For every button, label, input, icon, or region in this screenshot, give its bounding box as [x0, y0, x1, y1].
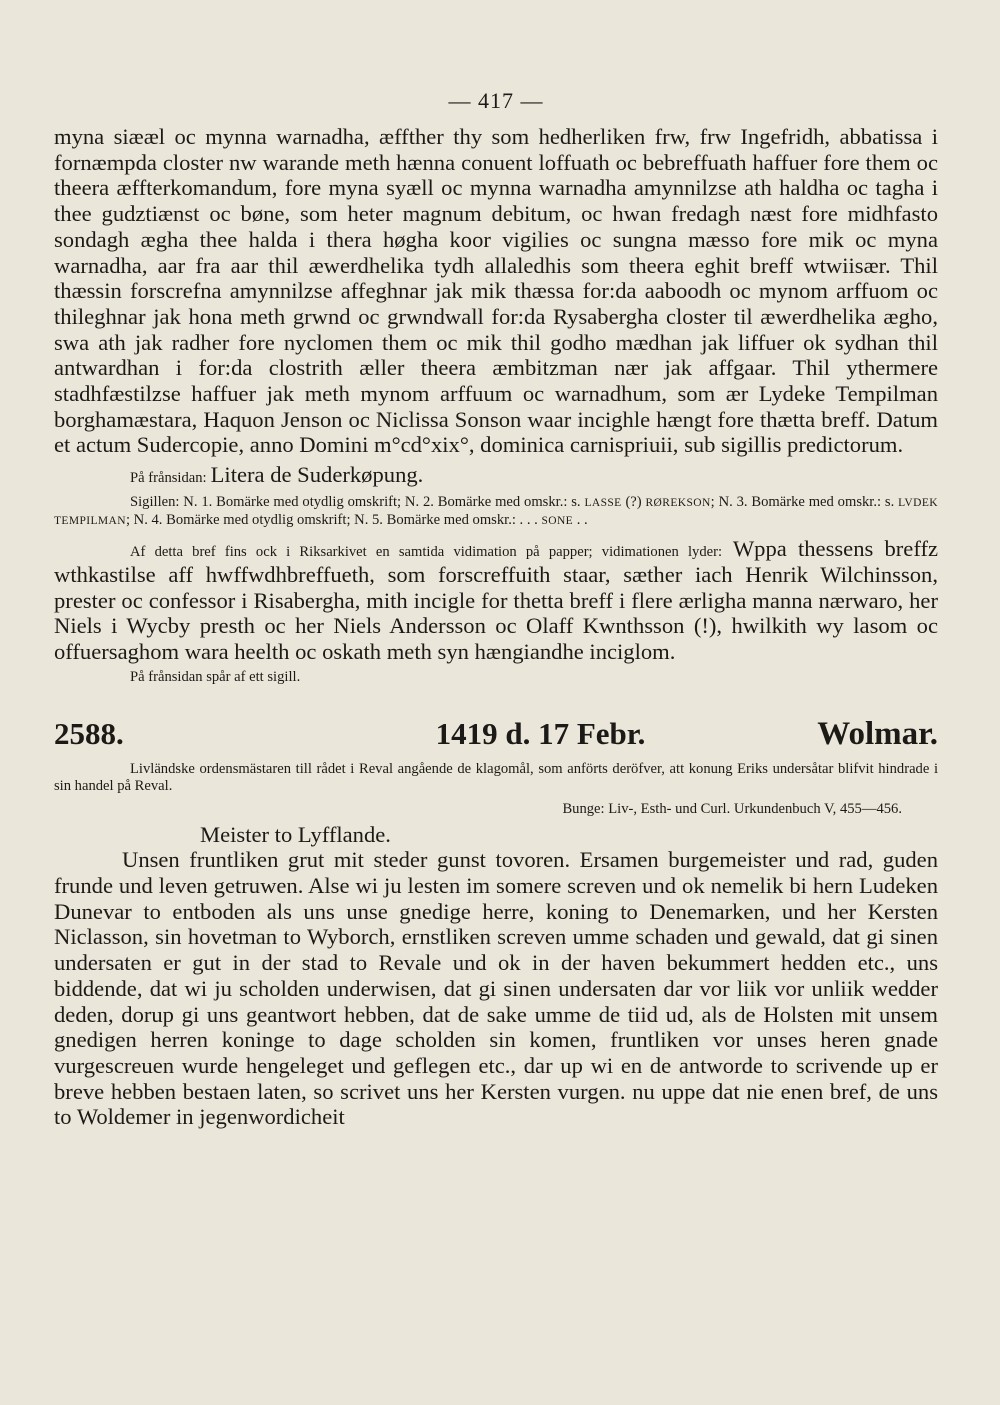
entry-source: Bunge: Liv-, Esth- und Curl. Urkundenbuch V, 455—456.: [562, 800, 902, 817]
seal-name-1: LASSE: [584, 497, 622, 510]
entry-heading: [54, 716, 938, 753]
entry-place: Wolmar.: [817, 715, 938, 752]
entry-number: 2588.: [54, 715, 124, 751]
seal-name-3: LVDEK TEMPILMAN: [54, 497, 938, 528]
seal-name-4: SONE: [541, 515, 574, 528]
seals-mid-3: ; N. 4. Bomärke med otydlig omskrift; N. 5. Bomärke med omskr.: . . .: [125, 512, 538, 529]
entry-summary: Livländske ordensmästaren till rådet i Reval angående de klagomål, som anförts deröfver, att konung Eriks undersåtar blifvit hindrade i sin handel på Reval.: [54, 760, 938, 794]
verso-note-2: På frånsidan spår af ett sigill.: [130, 668, 301, 685]
seals-tail: . .: [576, 512, 588, 529]
seals-mid-2: ; N. 3. Bomärke med omskr.: s.: [710, 494, 895, 511]
entry-date: 1419 d. 17 Febr.: [435, 715, 646, 751]
verso-note: [54, 462, 938, 488]
vidimation-intro: Af detta bref fins ock i Riksarkivet en samtida vidimation på papper; vidimationen lyder:: [130, 544, 723, 561]
vidimation-text: Wppa thessens breffz wthkastilse aff hwffwdhbreffueth, som forscreffuith staar, sæther iach Henrik Wilchinsson, prester oc confessor i Risabergha, mith incigle for thetta breff i flere ærligha manna nærwaro, her Niels i Wycby presth oc her Niels Andersson oc Olaff Kwnthsson (!), hwilkith wy lasom oc offuersaghom wara heelth oc oskath meth syn hængiandhe inciglom.: [54, 536, 938, 664]
entry-body: Unsen fruntliken grut mit steder gunst tovoren. Ersamen burgemeister und rad, guden frunde und leven getruwen. Alse wi ju lesten im somere screven und ok nemelik bi hern Ludeken Dunevar to entboden als uns unse gnedige herre, koning to Denemarken, und her Kersten Niclasson, sin hovetman to Wyborch, ernstliken screven umme schaden und gewald, dat gi sinen undersaten er gut in der stad to Revale und ok in der haven bekummert hedden etc., uns biddende, dat wi ju scholden underwisen, dat gi sinen undersaten dar vor liik vor unliik wedder deden, dorup gi uns geantwort hebben, dat de sake umme de tiid ud, als de Holsten mit unsem gnedigen herren koninge to dage scholden sin komen, fruntliken vor unses heren gnade vurgescreuen wurde hengeleget und geflegen etc., dar up wi en de antworde to scrivende up er breve hebben bestaen laten, so scrivet uns her Kersten vurgen. nu uppe dat nie enen bref, de uns to Woldemer in jegenwordicheit: [54, 847, 938, 1130]
page-number: — 417 —: [448, 88, 544, 113]
vidimation: [54, 536, 938, 665]
entry-greeting: Meister to Lyfflande.: [200, 821, 391, 847]
verso-text: Litera de Suderkøpung.: [210, 462, 424, 488]
charter-text: myna siææl oc mynna warnadha, æffther thy som hedherliken frw, frw Ingefridh, abbatissa i fornæmpda closter nw warande meth hænna conuent loffuath oc bebreffuath haffuer fore them oc theera æffterkomandum, fore myna syæll oc mynna warnadha amynnilzse ath haldha oc tagha i thee gudztiænst oc bøne, som heter magnum debitum, oc hwan fredagh næst fore midhfasto sondagh ægha thee halda i thera høgha koor vigilies oc sungna mæsso fore mik oc myna warnadha, aar fra aar thil æwerdhelika tydh allaledhis som theera eghit breff wtwiisær. Thil thæssin forscrefna amynnilzse affeghnar jak mik thæssa for:da aaboodh oc mynom arffuom oc thileghnar jak hona meth grwnd oc grwndwall for:da Rysabergha closter til æwerdhelika ægho, swa ath jak radher fore nyclomen them oc mik thil godho mædhan jak liffuer ok sydhan thil antwardhan i for:da clostrith æller theera æmbitzman nær jak affgaar. Thil ythermere stadhfæstilzse haffuer jak meth mynom arffuum oc warnadhum, som ær Lydeke Tempilman borghamæstara, Haquon Jenson oc Niclissa Sonson waar incighle hængt fore thætta breff. Datum et actum Sudercopie, anno Domini m°cd°xix°, dominica carnispriuii, sub sigillis predictorum.: [54, 124, 938, 458]
seal-name-2: RØREKSON: [645, 497, 711, 510]
seals-lead: Sigillen: N. 1. Bomärke med otydlig omskrift; N. 2. Bomärke med omskr.: s.: [130, 494, 581, 511]
seals-description: [54, 494, 938, 530]
verso-label: På frånsidan:: [130, 470, 207, 487]
seals-mid-1: (?): [625, 494, 642, 511]
